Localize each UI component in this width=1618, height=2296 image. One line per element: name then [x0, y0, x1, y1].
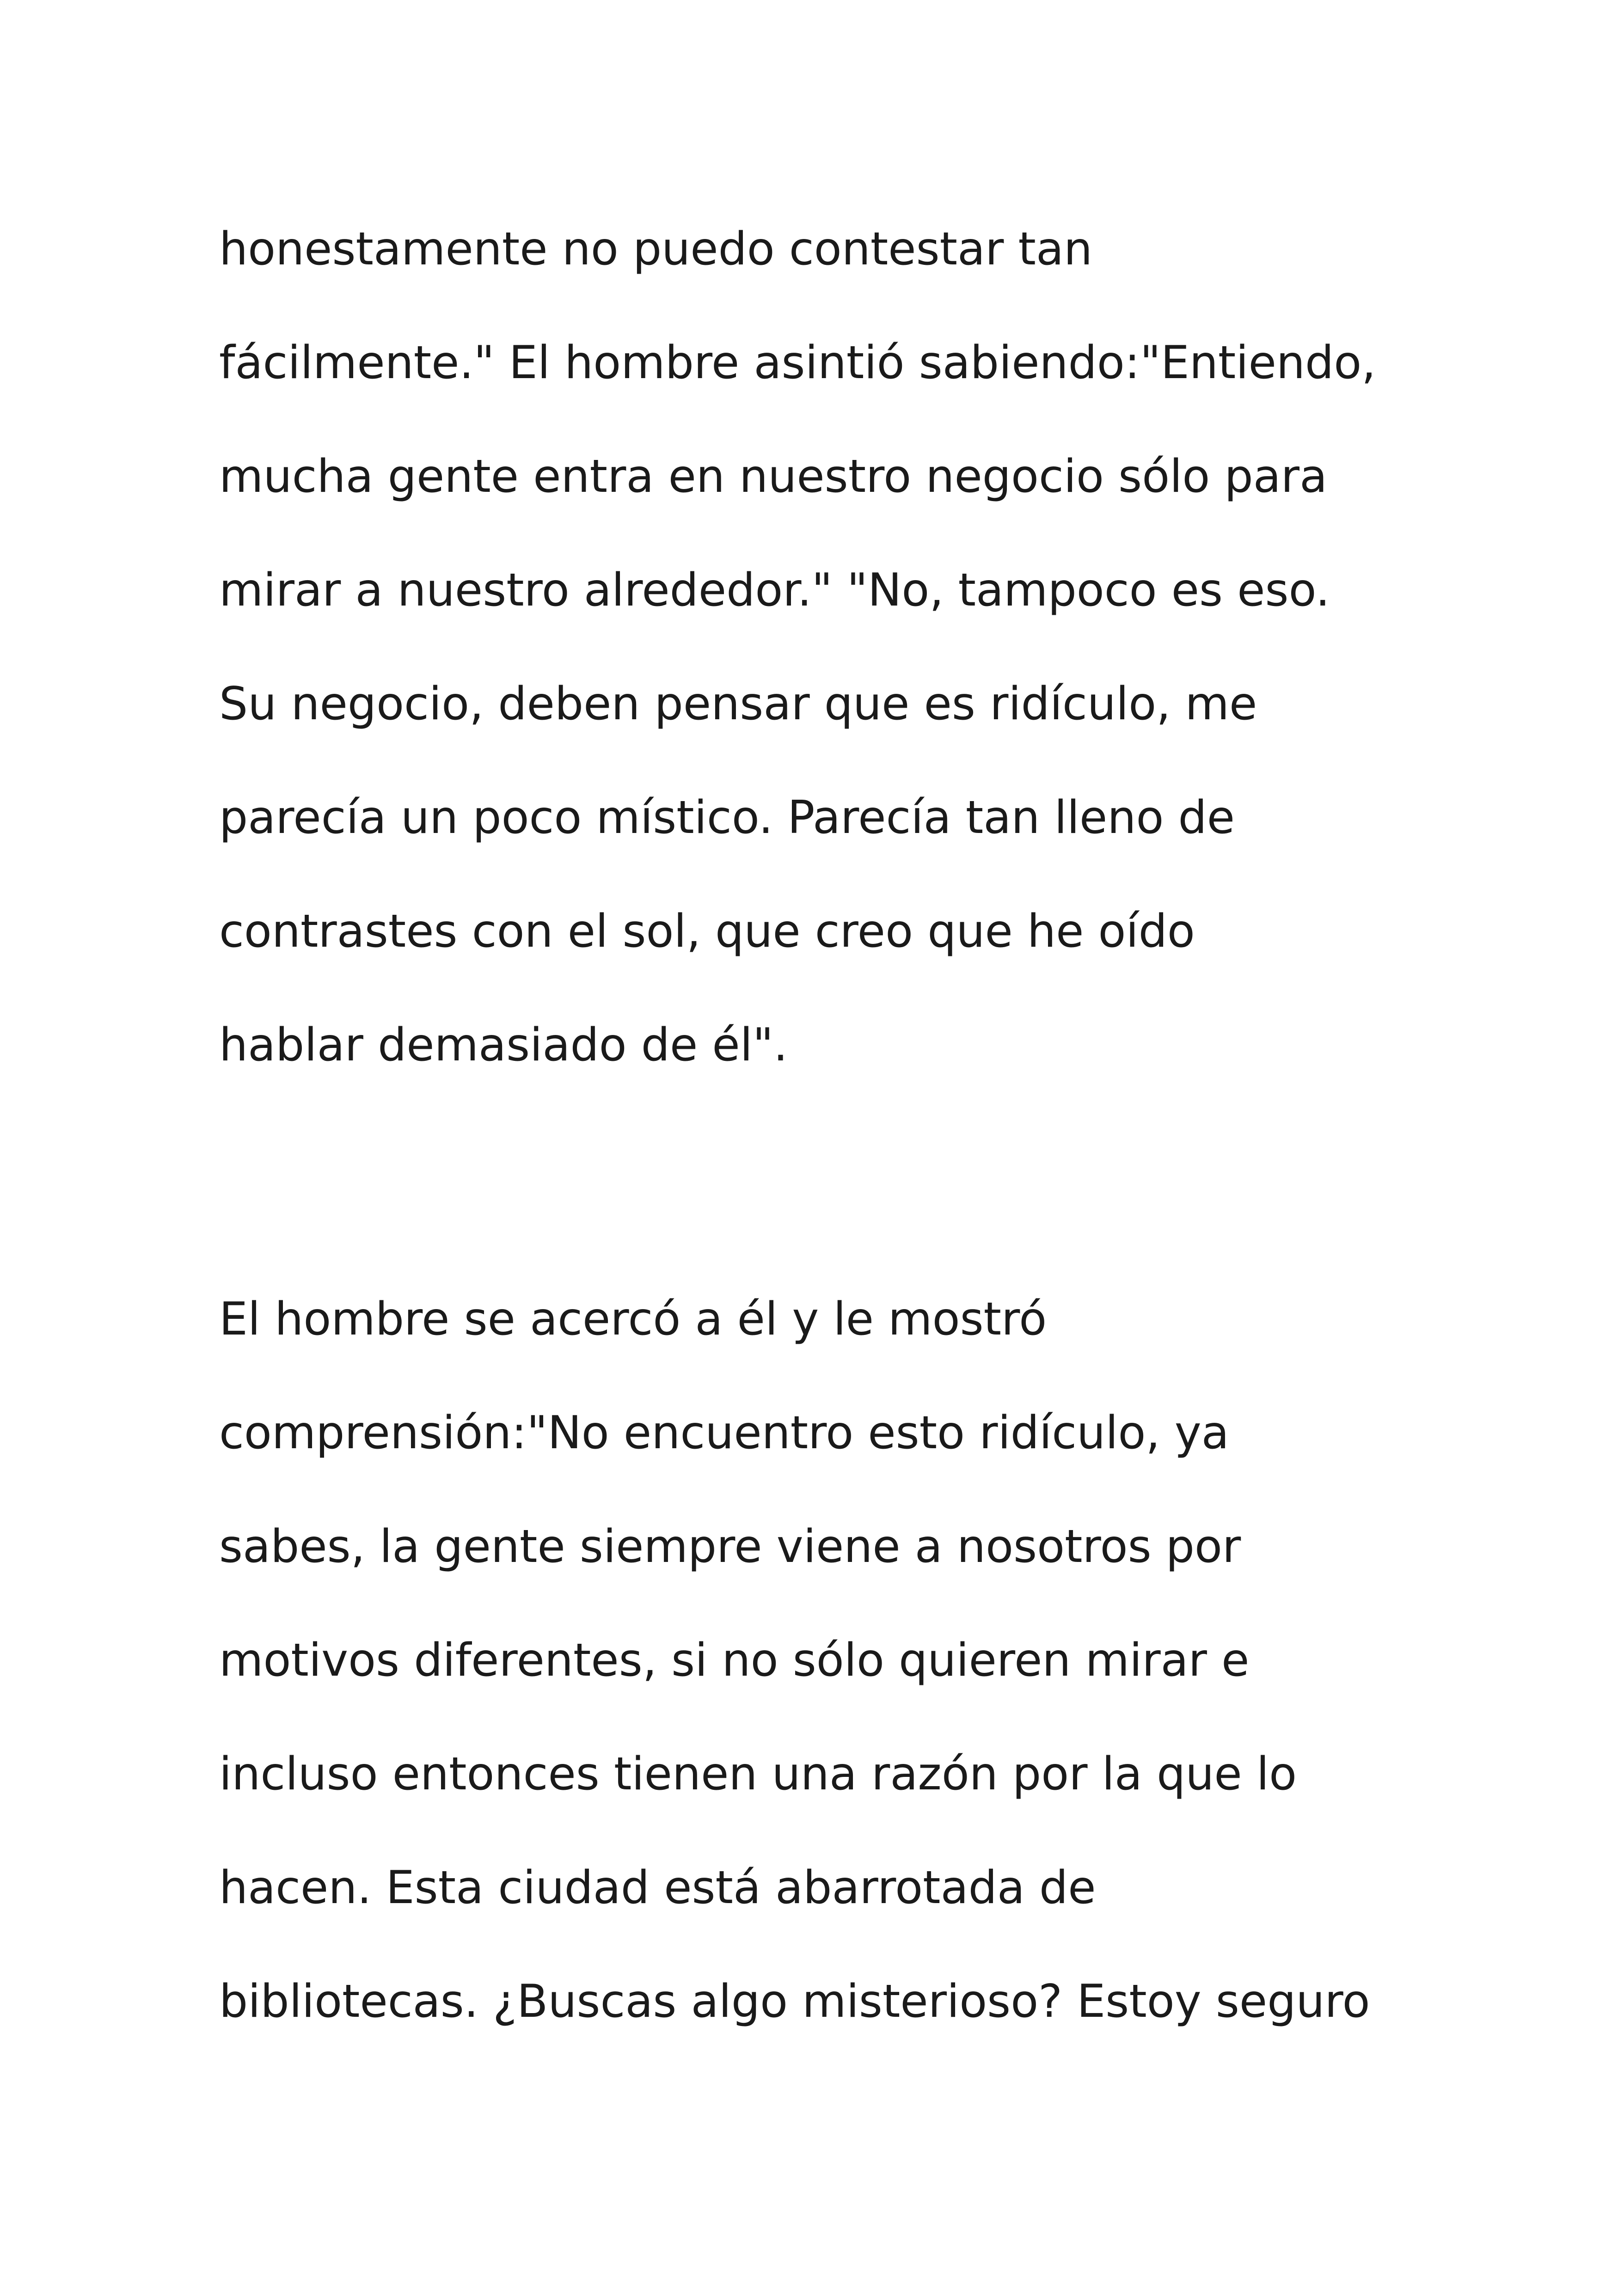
paragraph-line: bibliotecas. ¿Buscas algo misterioso? Estoy seguro	[219, 1975, 1370, 2028]
paragraph-line: El hombre se acercó a él y le mostró	[219, 1293, 1047, 1346]
paragraph-line: hablar demasiado de él".	[219, 1019, 788, 1071]
paragraph-line: mirar a nuestro alrededor." "No, tampoco es eso.	[219, 564, 1330, 617]
paragraph-line: comprensión:"No encuentro esto ridículo, ya	[219, 1407, 1229, 1459]
paragraph-line: fácilmente." El hombre asintió sabiendo:"Entiendo,	[219, 337, 1376, 389]
paragraph-line: parecía un poco místico. Parecía tan lleno de	[219, 791, 1235, 844]
paragraph-line: hacen. Esta ciudad está abarrotada de	[219, 1861, 1096, 1914]
paragraph-line: mucha gente entra en nuestro negocio sólo para	[219, 450, 1328, 503]
paragraph-line: sabes, la gente siempre viene a nosotros por	[219, 1520, 1241, 1573]
paragraph-line: incluso entonces tienen una razón por la que lo	[219, 1748, 1297, 1800]
paragraph-line: motivos diferentes, si no sólo quieren mirar e	[219, 1634, 1250, 1687]
paragraph-line: Su negocio, deben pensar que es ridículo, me	[219, 678, 1257, 730]
paragraph-line: contrastes con el sol, que creo que he oído	[219, 905, 1195, 958]
paragraph-line: honestamente no puedo contestar tan	[219, 223, 1093, 276]
